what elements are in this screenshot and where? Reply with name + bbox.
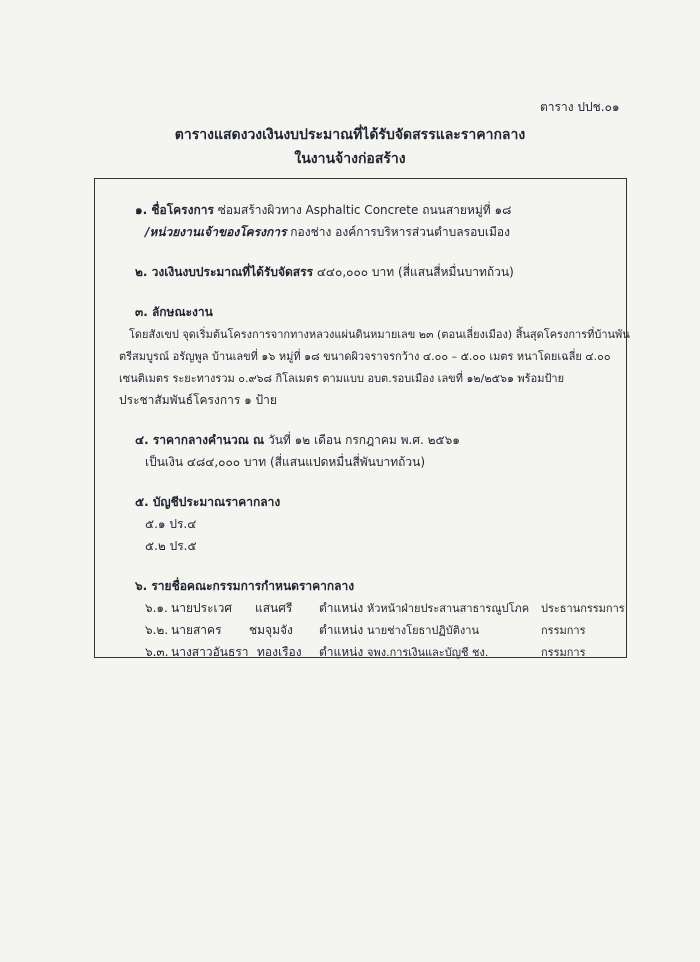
member-position-label: ตำแหน่ง bbox=[319, 645, 364, 659]
member-surname: ทองเรือง bbox=[257, 645, 302, 659]
member-position-label: ตำแหน่ง bbox=[319, 623, 364, 637]
document-subtitle: ในงานจ้างก่อสร้าง bbox=[294, 151, 406, 167]
section-4-line bbox=[135, 431, 460, 450]
member-surname: แสนศรี bbox=[255, 601, 293, 615]
section-1-line bbox=[135, 201, 511, 220]
member-position: หัวหน้าฝ่ายประสานสาธารณูปโภค bbox=[367, 602, 530, 615]
section-1-label: ๑. ชื่อโครงการ bbox=[135, 203, 214, 217]
member-position-label: ตำแหน่ง bbox=[319, 601, 364, 615]
document-title: ตารางแสดงวงเงินงบประมาณที่ได้รับจัดสรรและราคากลาง bbox=[174, 127, 526, 143]
section-2-label: ๒. วงเงินงบประมาณที่ได้รับจัดสรร bbox=[135, 265, 314, 279]
work-desc-line-2: ตรีสมบูรณ์ อรัญพูล บ้านเลขที่ ๑๖ หมู่ที่ ๑๘ ขนาดผิวจราจรกว้าง ๔.๐๐ – ๕.๐๐ เมตร หนาโดยเฉลี่ย ๔.๐๐ bbox=[119, 350, 611, 363]
agency-value: กองช่าง องค์การบริหารส่วนตำบลรอบเมือง bbox=[290, 225, 510, 239]
median-price-amount: เป็นเงิน ๔๘๔,๐๐๐ บาท (สี่แสนแปดหมื่นสี่พันบาทถ้วน) bbox=[145, 455, 426, 469]
member-name: นางสาวอันธรา bbox=[171, 645, 249, 659]
member-role: กรรมการ bbox=[541, 646, 586, 659]
member-surname: ชมจุมจัง bbox=[249, 623, 293, 637]
work-desc-line-1: โดยสังเขป จุดเริ่มต้นโครงการจากทางหลวงแผ่นดินหมายเลข ๒๓ (ตอนเลี่ยงเมือง) สิ้นสุดโครงการที่บ้านพัน bbox=[129, 328, 630, 341]
section-1-agency-line bbox=[145, 223, 510, 242]
section-5-label: ๕. บัญชีประมาณราคากลาง bbox=[135, 495, 281, 509]
section-4-label: ๔. ราคากลางคำนวณ ณ bbox=[135, 433, 265, 447]
member-name: นายประเวศ bbox=[171, 601, 232, 615]
committee-member-row bbox=[145, 621, 625, 639]
committee-member-row bbox=[145, 643, 625, 661]
estimate-item-1: ๕.๑ ปร.๔ bbox=[145, 517, 197, 531]
member-name: นายสาคร bbox=[171, 623, 222, 637]
member-role: กรรมการ bbox=[541, 624, 586, 637]
member-position: นายช่างโยธาปฏิบัติงาน bbox=[367, 624, 479, 637]
section-2-line bbox=[135, 263, 514, 282]
calc-date: วันที่ ๑๒ เดือน กรกฎาคม พ.ศ. ๒๕๖๑ bbox=[267, 433, 460, 447]
content-box bbox=[94, 178, 630, 659]
work-desc-line-3: เซนติเมตร ระยะทางรวม ๐.๙๖๘ กิโลเมตร ตามแบบ อบต.รอบเมือง เลขที่ ๑๒/๒๕๖๑ พร้อมป้าย bbox=[119, 372, 565, 385]
member-position: จพง.การเงินและบัญชี ชง. bbox=[367, 646, 489, 659]
member-number: ๖.๑. bbox=[145, 601, 168, 615]
work-desc-line-4: ประชาสัมพันธ์โครงการ ๑ ป้าย bbox=[119, 393, 277, 407]
member-number: ๖.๓. bbox=[145, 645, 169, 659]
member-role: ประธานกรรมการ bbox=[541, 602, 625, 615]
section-3-label: ๓. ลักษณะงาน bbox=[135, 305, 213, 319]
committee-member-row bbox=[145, 599, 625, 617]
form-code: ตาราง ปปช.๐๑ bbox=[540, 100, 620, 114]
budget-value: ๔๔๐,๐๐๐ บาท (สี่แสนสี่หมื่นบาทถ้วน) bbox=[316, 265, 514, 279]
estimate-item-2: ๕.๒ ปร.๕ bbox=[145, 539, 197, 553]
agency-label: /หน่วยงานเจ้าของโครงการ bbox=[145, 225, 287, 239]
section-6-label: ๖. รายชื่อคณะกรรมการกำหนดราคากลาง bbox=[135, 579, 355, 593]
member-number: ๖.๒. bbox=[145, 623, 169, 637]
project-name: ซ่อมสร้างผิวทาง Asphaltic Concrete ถนนสายหมู่ที่ ๑๘ bbox=[217, 203, 512, 217]
